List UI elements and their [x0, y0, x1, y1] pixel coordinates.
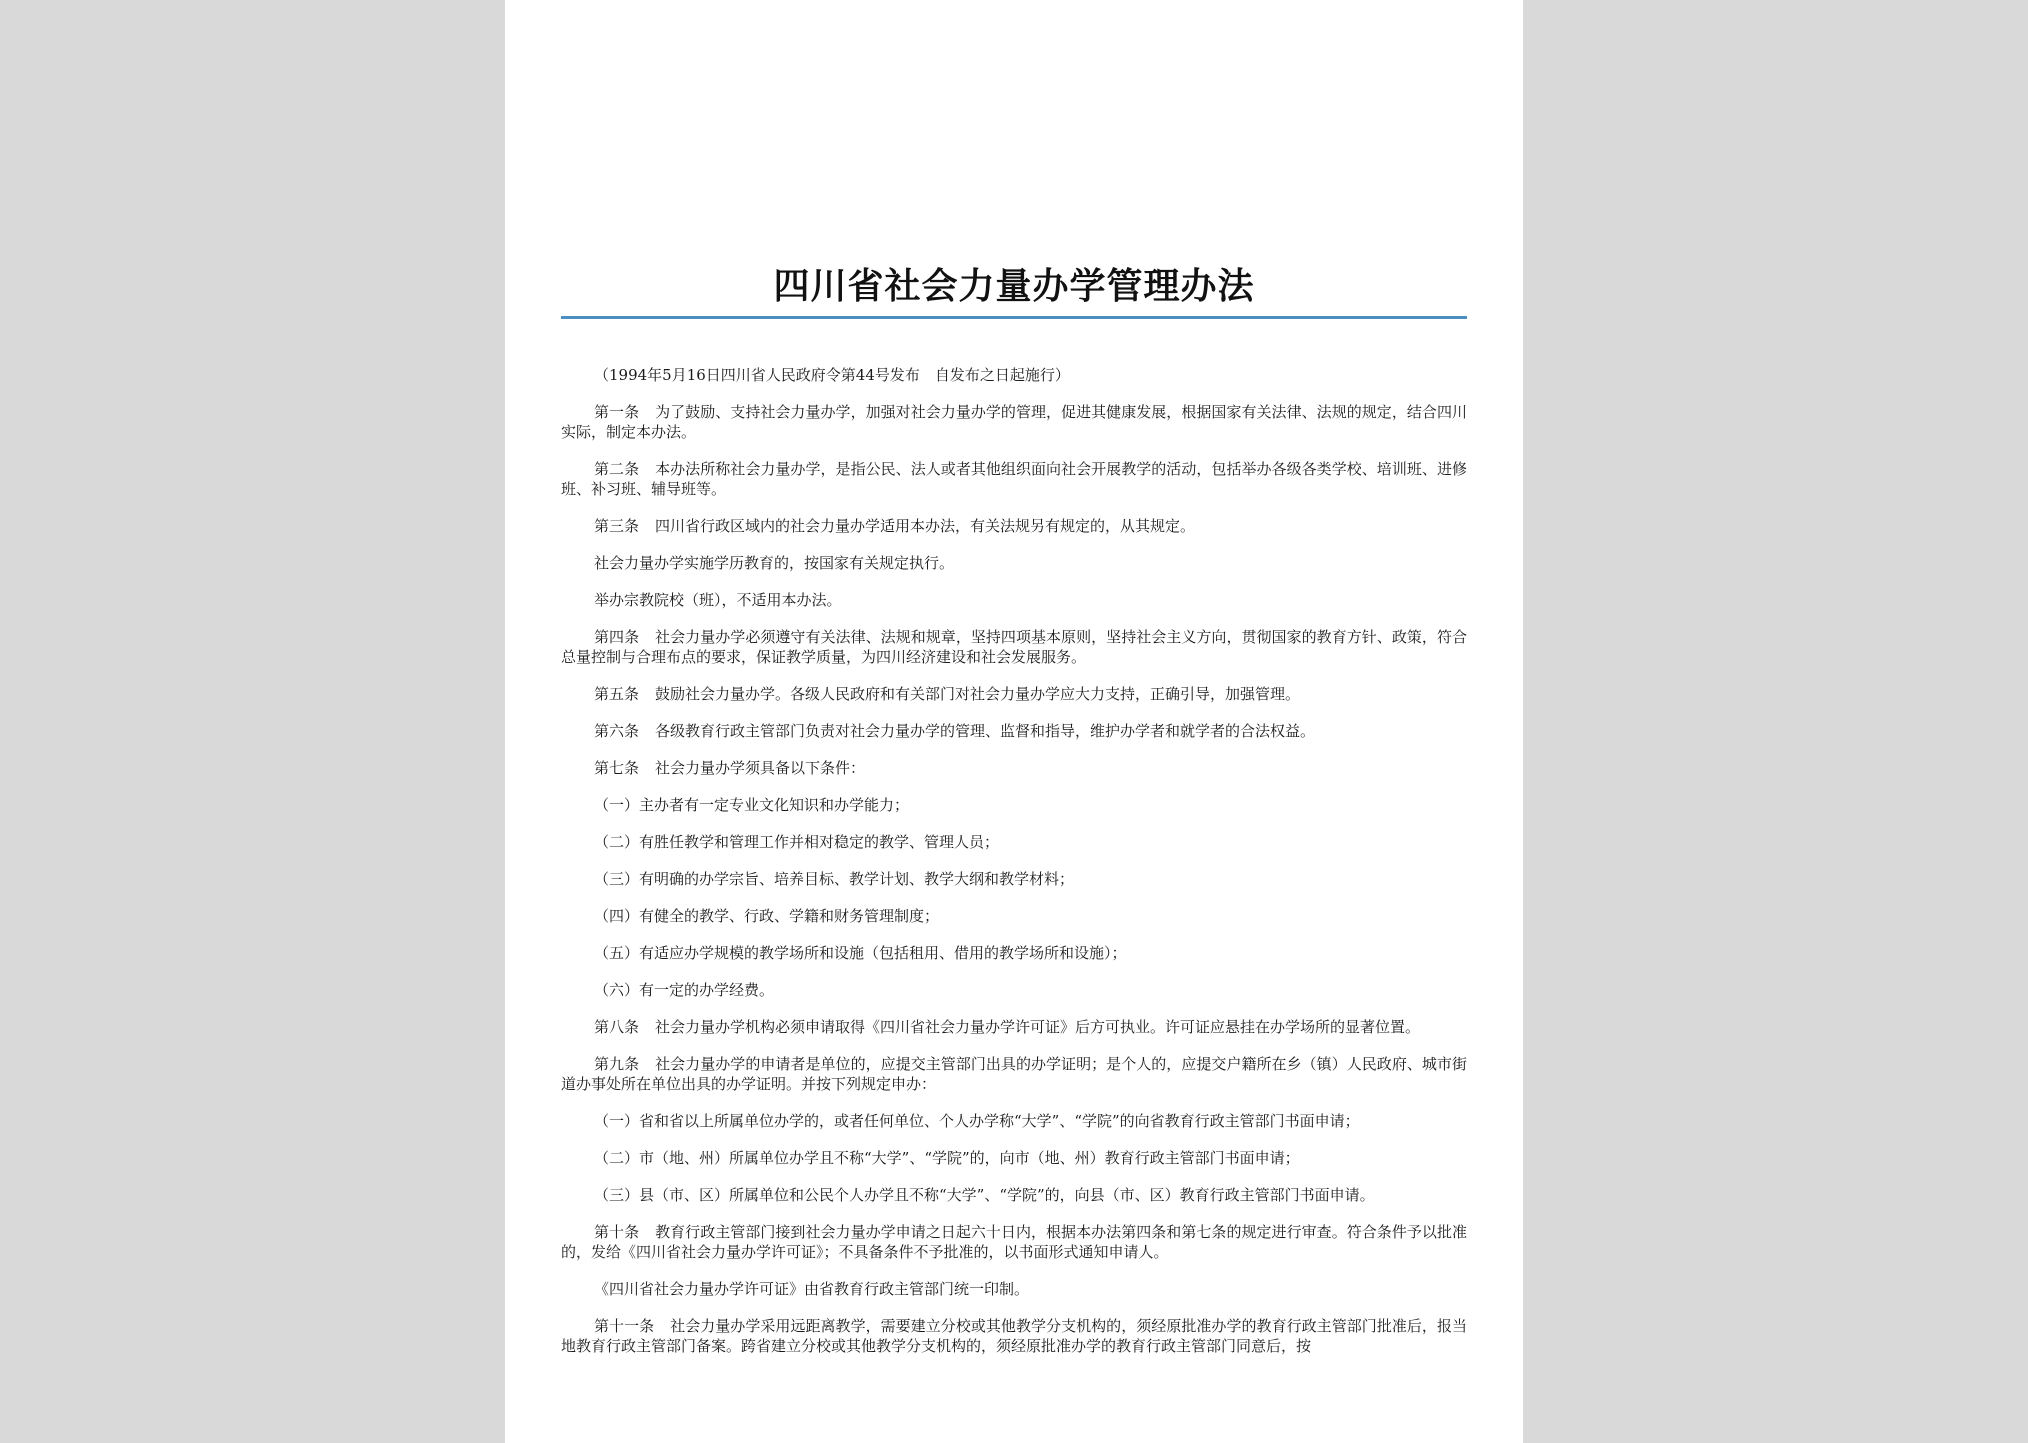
article-text: 举办宗教院校（班），不适用本办法。 [594, 591, 842, 609]
article-paragraph [561, 795, 1467, 815]
title-divider [561, 316, 1467, 319]
article-text: 各级教育行政主管部门负责对社会力量办学的管理、监督和指导，维护办学者和就学者的合法权益。 [655, 722, 1316, 740]
article-number: 第四条 [594, 628, 640, 646]
issuance-note: （1994年5月16日四川省人民政府令第44号发布 自发布之日起施行） [594, 366, 1070, 384]
document-body [561, 365, 1467, 1373]
article-text: 社会力量办学机构必须申请取得《四川省社会力量办学许可证》后方可执业。许可证应悬挂在办学场所的显著位置。 [655, 1018, 1421, 1036]
article-paragraph [561, 1054, 1467, 1094]
article-text: （二）有胜任教学和管理工作并相对稳定的教学、管理人员； [594, 833, 1000, 851]
article-number: 第七条 [594, 759, 640, 777]
article-text: 鼓励社会力量办学。各级人民政府和有关部门对社会力量办学应大力支持，正确引导，加强管理。 [655, 685, 1301, 703]
paragraph-list [561, 402, 1467, 1356]
article-paragraph [561, 516, 1467, 536]
article-paragraph [561, 980, 1467, 1000]
article-paragraph [561, 684, 1467, 704]
article-text: （三）县（市、区）所属单位和公民个人办学且不称“大学”、“学院”的，向县（市、区）教育行政主管部门书面申请。 [594, 1186, 1375, 1204]
article-text: 社会力量办学采用远距离教学，需要建立分校或其他教学分支机构的，须经原批准办学的教育行政主管部门批准后，报当地教育行政主管部门备案。跨省建立分校或其他教学分支机构的，须经原批准办学的教育行政主管部门同意后，按 [561, 1317, 1467, 1355]
article-paragraph [561, 869, 1467, 889]
article-paragraph [561, 832, 1467, 852]
article-paragraph [561, 402, 1467, 442]
article-paragraph [561, 459, 1467, 499]
article-paragraph [561, 627, 1467, 667]
article-text: （二）市（地、州）所属单位办学且不称“大学”、“学院”的，向市（地、州）教育行政主管部门书面申请； [594, 1149, 1300, 1167]
document-page [505, 0, 1523, 1443]
article-paragraph [561, 590, 1467, 610]
article-text: 社会力量办学必须遵守有关法律、法规和规章，坚持四项基本原则，坚持社会主义方向，贯彻国家的教育方针、政策，符合总量控制与合理布点的要求，保证教学质量，为四川经济建设和社会发展服务。 [561, 628, 1467, 666]
article-text: 社会力量办学的申请者是单位的，应提交主管部门出具的办学证明；是个人的，应提交户籍所在乡（镇）人民政府、城市街道办事处所在单位出具的办学证明。并按下列规定申办： [561, 1055, 1467, 1093]
article-number: 第二条 [594, 460, 640, 478]
article-number: 第九条 [594, 1055, 640, 1073]
article-paragraph [561, 1279, 1467, 1299]
article-paragraph [561, 1222, 1467, 1262]
article-text: 社会力量办学须具备以下条件： [655, 759, 866, 777]
article-text: （四）有健全的教学、行政、学籍和财务管理制度； [594, 907, 940, 925]
article-text: （五）有适应办学规模的教学场所和设施（包括租用、借用的教学场所和设施）； [594, 944, 1127, 962]
article-text: 为了鼓励、支持社会力量办学，加强对社会力量办学的管理，促进其健康发展，根据国家有关法律、法规的规定，结合四川实际，制定本办法。 [561, 403, 1467, 441]
article-number: 第五条 [594, 685, 640, 703]
article-number: 第八条 [594, 1018, 640, 1036]
article-text: 四川省行政区域内的社会力量办学适用本办法，有关法规另有规定的，从其规定。 [655, 517, 1196, 535]
article-paragraph [561, 1148, 1467, 1168]
article-text: 教育行政主管部门接到社会力量办学申请之日起六十日内，根据本办法第四条和第七条的规定进行审查。符合条件予以批准的，发给《四川省社会力量办学许可证》；不具备条件不予批准的，以书面形式通知申请人。 [561, 1223, 1467, 1261]
article-paragraph [561, 1017, 1467, 1037]
article-number: 第十条 [594, 1223, 640, 1241]
article-text: （三）有明确的办学宗旨、培养目标、教学计划、教学大纲和教学材料； [594, 870, 1075, 888]
article-paragraph [561, 758, 1467, 778]
article-number: 第六条 [594, 722, 640, 740]
article-text: 《四川省社会力量办学许可证》由省教育行政主管部门统一印制。 [594, 1280, 1030, 1298]
article-paragraph [561, 553, 1467, 573]
article-paragraph [561, 1185, 1467, 1205]
article-text: 本办法所称社会力量办学，是指公民、法人或者其他组织面向社会开展教学的活动，包括举办各级各类学校、培训班、进修班、补习班、辅导班等。 [561, 460, 1467, 498]
article-number: 第三条 [594, 517, 640, 535]
article-paragraph [561, 943, 1467, 963]
article-text: （一）省和省以上所属单位办学的，或者任何单位、个人办学称“大学”、“学院”的向省教育行政主管部门书面申请； [594, 1112, 1360, 1130]
article-paragraph [561, 1316, 1467, 1356]
article-text: （六）有一定的办学经费。 [594, 981, 775, 999]
page-title: 四川省社会力量办学管理办法 [773, 265, 1255, 307]
article-number: 第一条 [594, 403, 640, 421]
article-paragraph [561, 1111, 1467, 1131]
article-paragraph [561, 906, 1467, 926]
article-text: 社会力量办学实施学历教育的，按国家有关规定执行。 [594, 554, 955, 572]
article-paragraph [561, 721, 1467, 741]
article-number: 第十一条 [594, 1317, 655, 1335]
article-text: （一）主办者有一定专业文化知识和办学能力； [594, 796, 910, 814]
